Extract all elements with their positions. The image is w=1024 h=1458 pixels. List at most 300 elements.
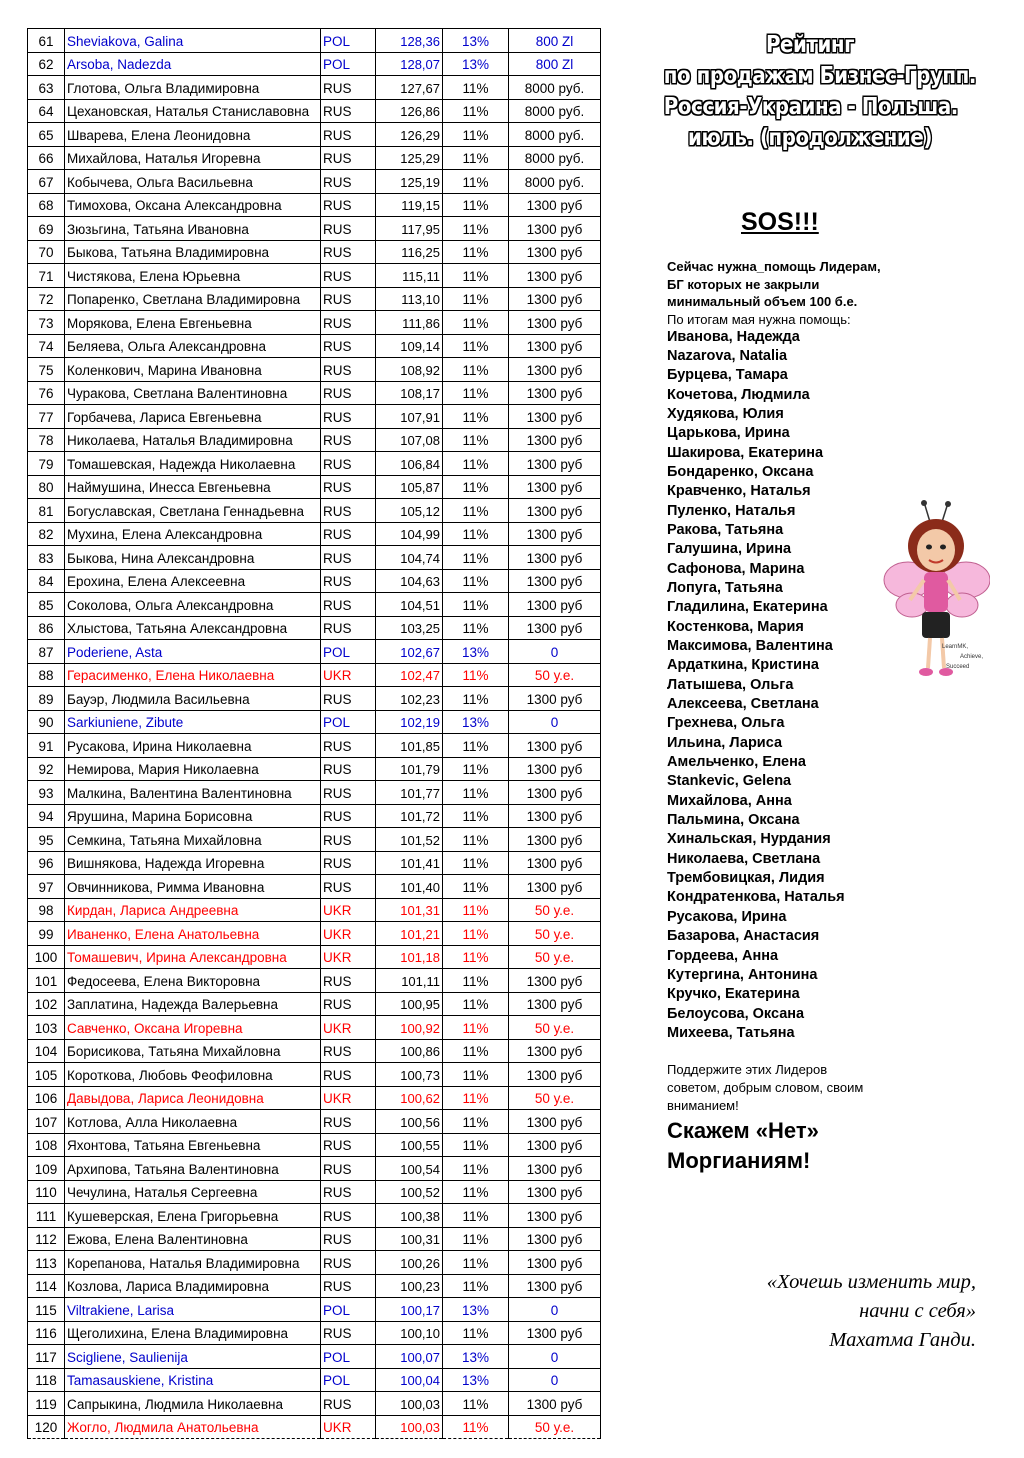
- percent-cell: 11%: [443, 1157, 509, 1181]
- name-cell: Ерохина, Елена Алексеевна: [65, 569, 321, 593]
- percent-cell: 11%: [443, 1251, 509, 1275]
- rank-cell: 69: [28, 217, 65, 241]
- name-cell: Сапрыкина, Людмила Николаевна: [65, 1392, 321, 1416]
- score-cell: 111,86: [376, 311, 443, 335]
- rank-cell: 74: [28, 334, 65, 358]
- list-item: Ильина, Лариса: [667, 734, 783, 751]
- country-cell: RUS: [321, 1133, 376, 1157]
- name-cell: Кушеверская, Елена Григорьевна: [65, 1204, 321, 1228]
- percent-cell: 11%: [443, 1227, 509, 1251]
- bonus-cell: 0: [509, 1345, 601, 1369]
- percent-cell: 11%: [443, 1039, 509, 1063]
- name-cell: Корепанова, Наталья Владимировна: [65, 1251, 321, 1275]
- percent-cell: 11%: [443, 828, 509, 852]
- table-row: [28, 969, 601, 993]
- country-cell: RUS: [321, 1392, 376, 1416]
- percent-cell: 11%: [443, 1274, 509, 1298]
- table-row: [28, 1016, 601, 1040]
- table-row: [28, 804, 601, 828]
- country-cell: RUS: [321, 499, 376, 523]
- percent-cell: 13%: [443, 1298, 509, 1322]
- rank-cell: 80: [28, 475, 65, 499]
- rank-cell: 105: [28, 1063, 65, 1087]
- table-row: [28, 76, 601, 100]
- table-row: [28, 29, 601, 53]
- percent-cell: 11%: [443, 875, 509, 899]
- rank-cell: 97: [28, 875, 65, 899]
- score-cell: 100,95: [376, 992, 443, 1016]
- rank-cell: 96: [28, 851, 65, 875]
- bonus-cell: 8000 руб.: [509, 99, 601, 123]
- bonus-cell: 0: [509, 1298, 601, 1322]
- rank-cell: 61: [28, 29, 65, 53]
- list-item: Галушина, Ирина: [667, 541, 792, 558]
- percent-cell: 11%: [443, 475, 509, 499]
- percent-cell: 11%: [443, 1321, 509, 1345]
- rank-cell: 116: [28, 1321, 65, 1345]
- table-row: [28, 1086, 601, 1110]
- score-cell: 101,79: [376, 757, 443, 781]
- bonus-cell: 1300 руб: [509, 452, 601, 476]
- score-cell: 103,25: [376, 616, 443, 640]
- score-cell: 100,55: [376, 1133, 443, 1157]
- bonus-cell: 1300 руб: [509, 264, 601, 288]
- rank-cell: 100: [28, 945, 65, 969]
- name-cell: Котлова, Алла Николаевна: [65, 1110, 321, 1134]
- list-item: Алексеева, Светлана: [667, 696, 819, 713]
- table-row: [28, 1251, 601, 1275]
- bonus-cell: 1300 руб: [509, 1392, 601, 1416]
- score-cell: 125,19: [376, 170, 443, 194]
- list-item: Иванова, Надежда: [667, 328, 800, 345]
- name-cell: Овчинникова, Римма Ивановна: [65, 875, 321, 899]
- name-cell: Федосеева, Елена Викторовна: [65, 969, 321, 993]
- percent-cell: 11%: [443, 334, 509, 358]
- score-cell: 108,17: [376, 381, 443, 405]
- bonus-cell: 1300 руб: [509, 1157, 601, 1181]
- rank-cell: 77: [28, 405, 65, 429]
- score-cell: 102,67: [376, 640, 443, 664]
- bonus-cell: 1300 руб: [509, 217, 601, 241]
- name-cell: Бауэр, Людмила Васильевна: [65, 687, 321, 711]
- rank-cell: 76: [28, 381, 65, 405]
- bonus-cell: 1300 руб: [509, 287, 601, 311]
- table-row: [28, 663, 601, 687]
- name-cell: Чечулина, Наталья Сергеевна: [65, 1180, 321, 1204]
- country-cell: RUS: [321, 992, 376, 1016]
- country-cell: RUS: [321, 1039, 376, 1063]
- table-row: [28, 922, 601, 946]
- rank-cell: 113: [28, 1251, 65, 1275]
- country-cell: RUS: [321, 123, 376, 147]
- name-cell: Архипова, Татьяна Валентиновна: [65, 1157, 321, 1181]
- rank-cell: 118: [28, 1368, 65, 1392]
- list-item: Бурцева, Тамара: [667, 367, 788, 384]
- name-cell: Русакова, Ирина Николаевна: [65, 734, 321, 758]
- rank-cell: 65: [28, 123, 65, 147]
- name-cell: Герасименко, Елена Николаевна: [65, 663, 321, 687]
- name-cell: Мухина, Елена Александровна: [65, 522, 321, 546]
- bonus-cell: 1300 руб: [509, 992, 601, 1016]
- bonus-cell: 8000 руб.: [509, 170, 601, 194]
- table-row: [28, 1157, 601, 1181]
- table-row: [28, 898, 601, 922]
- country-cell: RUS: [321, 1110, 376, 1134]
- percent-cell: 13%: [443, 52, 509, 76]
- bonus-cell: 0: [509, 710, 601, 734]
- table-row: [28, 428, 601, 452]
- percent-cell: 11%: [443, 593, 509, 617]
- rank-cell: 72: [28, 287, 65, 311]
- rank-cell: 109: [28, 1157, 65, 1181]
- score-cell: 105,12: [376, 499, 443, 523]
- table-row: [28, 1415, 601, 1439]
- table-row: [28, 405, 601, 429]
- page-title: [663, 30, 976, 154]
- bonus-cell: 1300 руб: [509, 499, 601, 523]
- support-text: Поддержите этих Лидеров советом, добрым словом, своим вниманием!: [667, 1062, 864, 1113]
- bonus-cell: 1300 руб: [509, 381, 601, 405]
- percent-cell: 11%: [443, 76, 509, 100]
- table-row: [28, 522, 601, 546]
- percent-cell: 11%: [443, 969, 509, 993]
- list-item: Кравченко, Наталья: [667, 483, 811, 500]
- score-cell: 100,03: [376, 1392, 443, 1416]
- bonus-cell: 1300 руб: [509, 1251, 601, 1275]
- rank-cell: 93: [28, 781, 65, 805]
- list-item: Шакирова, Екатерина: [667, 444, 824, 461]
- country-cell: RUS: [321, 828, 376, 852]
- name-cell: Наймушина, Инесса Евгеньевна: [65, 475, 321, 499]
- score-cell: 100,38: [376, 1204, 443, 1228]
- score-cell: 102,19: [376, 710, 443, 734]
- bonus-cell: 1300 руб: [509, 1133, 601, 1157]
- name-cell: Семкина, Татьяна Михайловна: [65, 828, 321, 852]
- rank-cell: 103: [28, 1016, 65, 1040]
- table-row: [28, 1133, 601, 1157]
- help-intro: Сейчас нужна_помощь Лидерам, БГ которых не закрыли минимальный объем 100 б.е.: [667, 259, 881, 309]
- table-row: [28, 992, 601, 1016]
- country-cell: RUS: [321, 875, 376, 899]
- list-item: Максимова, Валентина: [667, 638, 833, 654]
- score-cell: 101,52: [376, 828, 443, 852]
- percent-cell: 11%: [443, 546, 509, 570]
- table-row: [28, 217, 601, 241]
- table-row: [28, 452, 601, 476]
- list-item: Бондаренко, Оксана: [667, 463, 814, 480]
- country-cell: RUS: [321, 969, 376, 993]
- country-cell: UKR: [321, 1016, 376, 1040]
- score-cell: 119,15: [376, 193, 443, 217]
- score-cell: 105,87: [376, 475, 443, 499]
- score-cell: 100,03: [376, 1415, 443, 1439]
- percent-cell: 11%: [443, 1204, 509, 1228]
- title-line: Россия-Украина - Польша.: [663, 94, 958, 120]
- name-cell: Хлыстова, Татьяна Александровна: [65, 616, 321, 640]
- name-cell: Ежова, Елена Валентиновна: [65, 1227, 321, 1251]
- table-row: [28, 781, 601, 805]
- rank-cell: 90: [28, 710, 65, 734]
- score-cell: 100,04: [376, 1368, 443, 1392]
- list-item: Кочетова, Людмила: [667, 386, 810, 403]
- score-cell: 100,86: [376, 1039, 443, 1063]
- score-cell: 117,95: [376, 217, 443, 241]
- name-cell: Николаева, Наталья Владимировна: [65, 428, 321, 452]
- table-row: [28, 287, 601, 311]
- percent-cell: 11%: [443, 123, 509, 147]
- rank-cell: 85: [28, 593, 65, 617]
- list-item: Кручко, Екатерина: [667, 986, 800, 1003]
- bonus-cell: 1300 руб: [509, 1227, 601, 1251]
- percent-cell: 11%: [443, 734, 509, 758]
- country-cell: POL: [321, 52, 376, 76]
- name-cell: Arsoba, Nadezda: [65, 52, 321, 76]
- rank-cell: 71: [28, 264, 65, 288]
- country-cell: POL: [321, 1345, 376, 1369]
- list-item: Ардаткина, Кристина: [667, 657, 819, 674]
- name-cell: Томашевская, Надежда Николаевна: [65, 452, 321, 476]
- score-cell: 100,31: [376, 1227, 443, 1251]
- rank-cell: 107: [28, 1110, 65, 1134]
- bonus-cell: 800 Zl: [509, 52, 601, 76]
- country-cell: RUS: [321, 1180, 376, 1204]
- table-row: [28, 311, 601, 335]
- name-cell: Кобычева, Ольга Васильевна: [65, 170, 321, 194]
- table-row: [28, 123, 601, 147]
- rank-cell: 115: [28, 1298, 65, 1322]
- ranking-table-body: [28, 29, 601, 1439]
- rank-cell: 83: [28, 546, 65, 570]
- score-cell: 113,10: [376, 287, 443, 311]
- list-item: Трембовицкая, Лидия: [667, 870, 825, 887]
- bonus-cell: 1300 руб: [509, 569, 601, 593]
- country-cell: RUS: [321, 405, 376, 429]
- list-item: Пуленко, Наталья: [667, 502, 796, 519]
- bonus-cell: 8000 руб.: [509, 146, 601, 170]
- name-cell: Беляева, Ольга Александровна: [65, 334, 321, 358]
- rank-cell: 67: [28, 170, 65, 194]
- score-cell: 104,99: [376, 522, 443, 546]
- rank-cell: 111: [28, 1204, 65, 1228]
- score-cell: 100,10: [376, 1321, 443, 1345]
- bonus-cell: 1300 руб: [509, 734, 601, 758]
- rank-cell: 82: [28, 522, 65, 546]
- name-cell: Малкина, Валентина Валентиновна: [65, 781, 321, 805]
- score-cell: 126,29: [376, 123, 443, 147]
- rank-cell: 68: [28, 193, 65, 217]
- country-cell: RUS: [321, 522, 376, 546]
- country-cell: RUS: [321, 804, 376, 828]
- title-line: июль. (продолжение): [688, 125, 932, 151]
- list-item: Хинальская, Нурдания: [667, 831, 831, 848]
- percent-cell: 11%: [443, 264, 509, 288]
- country-cell: RUS: [321, 734, 376, 758]
- country-cell: RUS: [321, 311, 376, 335]
- name-cell: Ярушина, Марина Борисовна: [65, 804, 321, 828]
- name-cell: Горбачева, Лариса Евгеньевна: [65, 405, 321, 429]
- name-cell: Чистякова, Елена Юрьевна: [65, 264, 321, 288]
- name-cell: Tamasauskiene, Kristina: [65, 1368, 321, 1392]
- rank-cell: 106: [28, 1086, 65, 1110]
- table-row: [28, 945, 601, 969]
- name-cell: Зюзьгина, Татьяна Ивановна: [65, 217, 321, 241]
- list-item: Николаева, Светлана: [667, 850, 821, 867]
- rank-cell: 104: [28, 1039, 65, 1063]
- rank-cell: 98: [28, 898, 65, 922]
- score-cell: 108,92: [376, 358, 443, 382]
- name-cell: Sheviakova, Galina: [65, 29, 321, 53]
- score-cell: 100,07: [376, 1345, 443, 1369]
- bonus-cell: 1300 руб: [509, 593, 601, 617]
- percent-cell: 11%: [443, 381, 509, 405]
- percent-cell: 13%: [443, 640, 509, 664]
- percent-cell: 11%: [443, 522, 509, 546]
- mascot-caption-line: Succeed: [946, 664, 970, 670]
- list-item: Пальмина, Оксана: [667, 812, 800, 829]
- name-cell: Жогло, Людмила Анатольевна: [65, 1415, 321, 1439]
- bonus-cell: 1300 руб: [509, 546, 601, 570]
- country-cell: RUS: [321, 1274, 376, 1298]
- country-cell: POL: [321, 29, 376, 53]
- rank-cell: 81: [28, 499, 65, 523]
- table-row: [28, 734, 601, 758]
- percent-cell: 11%: [443, 1415, 509, 1439]
- score-cell: 109,14: [376, 334, 443, 358]
- percent-cell: 11%: [443, 1180, 509, 1204]
- score-cell: 101,77: [376, 781, 443, 805]
- percent-cell: 11%: [443, 499, 509, 523]
- bonus-cell: 50 у.е.: [509, 1415, 601, 1439]
- bonus-cell: 1300 руб: [509, 851, 601, 875]
- bonus-cell: 50 у.е.: [509, 922, 601, 946]
- name-cell: Морякова, Елена Евгеньевна: [65, 311, 321, 335]
- ranking-table: [27, 28, 601, 1439]
- score-cell: 125,29: [376, 146, 443, 170]
- table-row: [28, 1368, 601, 1392]
- bonus-cell: 1300 руб: [509, 969, 601, 993]
- name-cell: Короткова, Любовь Феофиловна: [65, 1063, 321, 1087]
- percent-cell: 13%: [443, 29, 509, 53]
- bonus-cell: 1300 руб: [509, 1063, 601, 1087]
- country-cell: UKR: [321, 1415, 376, 1439]
- bonus-cell: 1300 руб: [509, 428, 601, 452]
- rank-cell: 99: [28, 922, 65, 946]
- bonus-cell: 1300 руб: [509, 1321, 601, 1345]
- name-cell: Кирдан, Лариса Андреевна: [65, 898, 321, 922]
- bonus-cell: 8000 руб.: [509, 123, 601, 147]
- name-cell: Sarkiuniene, Zibute: [65, 710, 321, 734]
- bonus-cell: 1300 руб: [509, 1039, 601, 1063]
- list-item: Русакова, Ирина: [667, 908, 787, 925]
- bonus-cell: 1300 руб: [509, 522, 601, 546]
- country-cell: RUS: [321, 546, 376, 570]
- name-cell: Шварева, Елена Леонидовна: [65, 123, 321, 147]
- name-cell: Вишнякова, Надежда Игоревна: [65, 851, 321, 875]
- table-row: [28, 240, 601, 264]
- list-item: Кутергина, Антонина: [667, 966, 818, 983]
- rank-cell: 92: [28, 757, 65, 781]
- score-cell: 100,56: [376, 1110, 443, 1134]
- name-cell: Щеголихина, Елена Владимировна: [65, 1321, 321, 1345]
- percent-cell: 13%: [443, 1368, 509, 1392]
- percent-cell: 11%: [443, 922, 509, 946]
- score-cell: 101,11: [376, 969, 443, 993]
- score-cell: 101,31: [376, 898, 443, 922]
- percent-cell: 11%: [443, 405, 509, 429]
- percent-cell: 11%: [443, 898, 509, 922]
- table-row: [28, 828, 601, 852]
- percent-cell: 11%: [443, 311, 509, 335]
- list-item: Белоусова, Оксана: [667, 1005, 805, 1022]
- country-cell: UKR: [321, 945, 376, 969]
- list-item: Гордеева, Анна: [667, 947, 779, 964]
- score-cell: 100,23: [376, 1274, 443, 1298]
- score-cell: 106,84: [376, 452, 443, 476]
- percent-cell: 11%: [443, 1110, 509, 1134]
- table-row: [28, 1345, 601, 1369]
- percent-cell: 11%: [443, 781, 509, 805]
- name-cell: Poderiene, Asta: [65, 640, 321, 664]
- table-row: [28, 1204, 601, 1228]
- bonus-cell: 0: [509, 1368, 601, 1392]
- list-item: Латышева, Ольга: [667, 676, 794, 693]
- percent-cell: 11%: [443, 804, 509, 828]
- country-cell: RUS: [321, 616, 376, 640]
- name-cell: Немирова, Мария Николаевна: [65, 757, 321, 781]
- percent-cell: 11%: [443, 99, 509, 123]
- score-cell: 102,47: [376, 663, 443, 687]
- bonus-cell: 0: [509, 640, 601, 664]
- name-cell: Быкова, Нина Александровна: [65, 546, 321, 570]
- name-cell: Иваненко, Елена Анатольевна: [65, 922, 321, 946]
- rank-cell: 91: [28, 734, 65, 758]
- country-cell: UKR: [321, 898, 376, 922]
- list-item: Царькова, Ирина: [667, 425, 790, 442]
- bonus-cell: 8000 руб.: [509, 76, 601, 100]
- percent-cell: 11%: [443, 193, 509, 217]
- bonus-cell: 50 у.е.: [509, 898, 601, 922]
- name-cell: Чуракова, Светлана Валентиновна: [65, 381, 321, 405]
- score-cell: 104,74: [376, 546, 443, 570]
- rank-cell: 110: [28, 1180, 65, 1204]
- rank-cell: 79: [28, 452, 65, 476]
- score-cell: 128,07: [376, 52, 443, 76]
- table-row: [28, 381, 601, 405]
- country-cell: POL: [321, 640, 376, 664]
- country-cell: RUS: [321, 170, 376, 194]
- table-row: [28, 99, 601, 123]
- percent-cell: 11%: [443, 217, 509, 241]
- list-item: Амельченко, Елена: [667, 754, 806, 771]
- percent-cell: 11%: [443, 358, 509, 382]
- bonus-cell: 1300 руб: [509, 358, 601, 382]
- name-cell: Михайлова, Наталья Игоревна: [65, 146, 321, 170]
- table-row: [28, 1321, 601, 1345]
- rank-cell: 88: [28, 663, 65, 687]
- list-item: Ракова, Татьяна: [667, 521, 784, 538]
- bonus-cell: 1300 руб: [509, 334, 601, 358]
- bonus-cell: 50 у.е.: [509, 1086, 601, 1110]
- name-cell: Томашевич, Ирина Александровна: [65, 945, 321, 969]
- sos-heading: SOS!!!: [741, 208, 819, 236]
- name-cell: Борисикова, Татьяна Михайловна: [65, 1039, 321, 1063]
- rank-cell: 78: [28, 428, 65, 452]
- list-item: Лопуга, Татьяна: [667, 579, 783, 596]
- quote: «Хочешь изменить мир, начни с себя» Махатма Ганди.: [766, 1271, 976, 1351]
- score-cell: 100,26: [376, 1251, 443, 1275]
- table-row: [28, 851, 601, 875]
- score-cell: 115,11: [376, 264, 443, 288]
